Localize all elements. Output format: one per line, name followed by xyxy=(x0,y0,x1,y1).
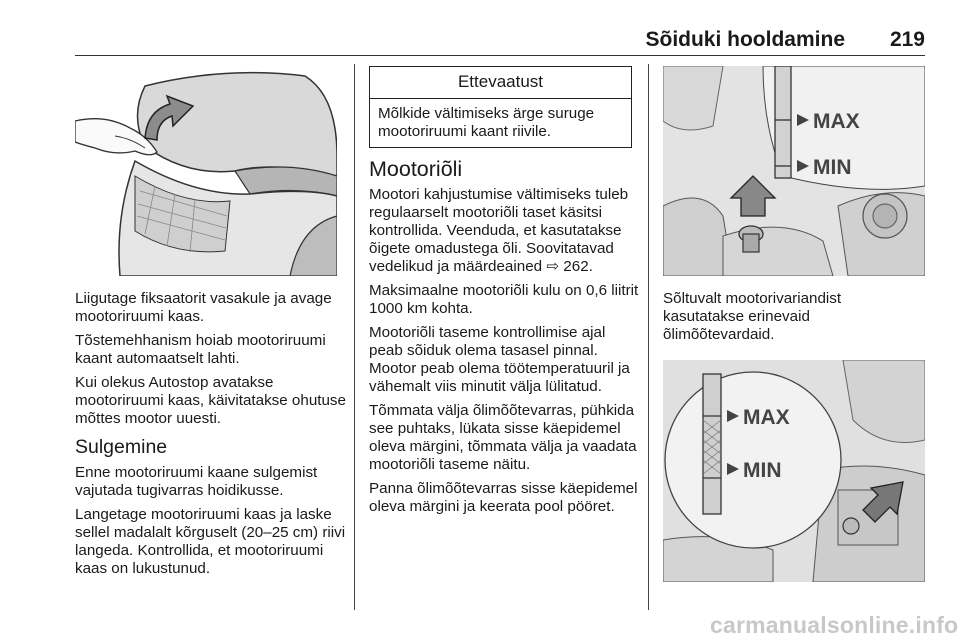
column-left xyxy=(75,66,347,584)
header-rule xyxy=(75,55,925,56)
paragraph: Tõmmata välja õlimõõtevarras, pühkida see puhtaks, lükata sisse käepidemel oleva märgini, tõmmata välja ja vaadata mootoriõli taseme näitu. xyxy=(369,402,637,473)
caution-text: Mõlkide vältimiseks ärge suruge mootoriruumi kaant riivile. xyxy=(378,105,595,140)
page-number: 219 xyxy=(889,28,925,51)
paragraph: Enne mootoriruumi kaane sulgemist vajutada tugivarras hoidikusse. xyxy=(75,464,318,499)
section-title: Sõiduki hooldamine xyxy=(645,28,845,51)
min-mark-label: MIN xyxy=(743,459,782,482)
dipstick-illustration-2 xyxy=(663,360,925,582)
paragraph-text: Mootori kahjustumise vältimiseks tuleb regulaarselt mootoriõli taset käsitsi kontrollida. Veenduda, et kasutatakse õigete omadustega õli. Soovitatavad vedelikud ja määrdeained xyxy=(369,186,629,275)
paragraph: Mootoriõli taseme kontrollimise ajal peab sõiduk olema tasasel pinnal. Mootor peab olema töötemperatuuril ja vähemalt viis minutit välja lülitatud. xyxy=(369,324,630,395)
image-caption: Sõltuvalt mootorivariandist kasutatakse erinevaid õlimõõtevardaid. xyxy=(663,290,842,343)
watermark: carmanualsonline.info xyxy=(710,612,959,638)
page-reference-arrow: ⇨ xyxy=(546,258,560,275)
paragraph: Kui olekus Autostop avatakse mootoriruumi kaas, käivitatakse ohutuse mõttes mootor uuesti. xyxy=(75,374,346,427)
max-mark-label: MAX xyxy=(743,406,790,429)
subheading-closing: Sulgemine xyxy=(75,436,168,458)
column-middle xyxy=(369,66,639,522)
hood-opening-illustration xyxy=(75,66,337,276)
page-reference-link[interactable]: 262. xyxy=(563,258,593,275)
caution-box xyxy=(369,66,632,148)
page-header xyxy=(75,22,925,56)
paragraph: Panna õlimõõtevarras sisse käepidemel oleva märgini ja keerata pool pööret. xyxy=(369,480,638,515)
dipstick-illustration-1 xyxy=(663,66,925,276)
max-mark-label: MAX xyxy=(813,110,860,133)
column-divider-2 xyxy=(648,64,649,610)
caution-title: Ettevaatust xyxy=(370,67,631,99)
subheading-engine-oil: Mootoriõli xyxy=(369,157,463,181)
column-right xyxy=(663,66,925,582)
paragraph: Tõstemehhanism hoiab mootoriruumi kaant automaatselt lahti. xyxy=(75,332,326,367)
paragraph: Langetage mootoriruumi kaas ja laske sellel madalalt kõrguselt (20–25 cm) riivi langeda. Kontrollida, et mootoriruumi kaas on lukustunud. xyxy=(75,506,346,577)
column-divider-1 xyxy=(354,64,355,610)
paragraph: Liigutage fiksaatorit vasakule ja avage mootoriruumi kaas. xyxy=(75,290,332,325)
min-mark-label: MIN xyxy=(813,156,852,179)
paragraph xyxy=(369,186,639,276)
paragraph: Maksimaalne mootoriõli kulu on 0,6 liitrit 1000 km kohta. xyxy=(369,282,639,317)
